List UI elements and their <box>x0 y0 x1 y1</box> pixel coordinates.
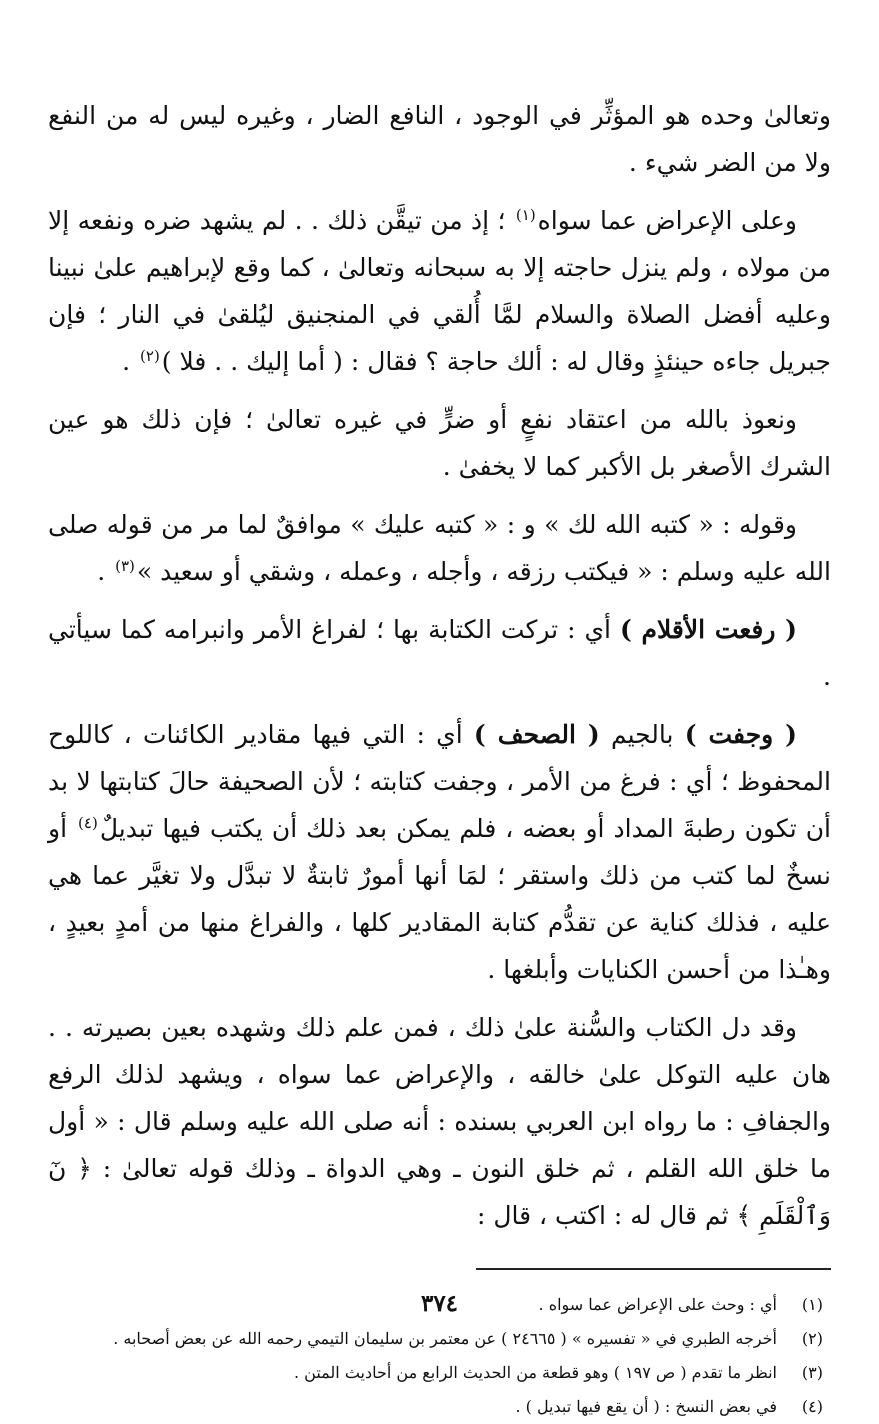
text-run: وعلى الإعراض عما سواه <box>537 206 797 235</box>
text-run: أي : التي فيها مقادير الكائنات ، كاللوح المحفوظ ؛ أي : فرغ من الأمر ، وجفت كتابته ؛ لأن الصحيفة حالَ كتابتها لا بد أن تكون رطبةَ المداد أو بعضه ، فلم يمكن بعد ذلك أن يكتب فيها تبديلٌ <box>48 720 831 843</box>
text-run: . <box>97 557 114 586</box>
main-text <box>48 92 831 1239</box>
paragraph-6 <box>48 711 831 993</box>
paragraph-7 <box>48 1004 831 1239</box>
bold-heading: ( الصحف ) <box>473 720 600 749</box>
footnote-2 <box>48 1322 831 1356</box>
footnote-number: (٤) <box>801 1397 823 1416</box>
footnote-text: أخرجه الطبري في « تفسيره » ( ٢٤٦٦٥ ) عن معتمر بن سليمان التيمي رحمه الله عن بعض أصحابه . <box>113 1329 777 1348</box>
footnote-text: انظر ما تقدم ( ص ١٩٧ ) وهو قطعة من الحديث الرابع من أحاديث المتن . <box>294 1363 777 1382</box>
text-run: بالجيم <box>599 720 685 749</box>
footnote-4 <box>48 1390 831 1424</box>
paragraph-2 <box>48 197 831 385</box>
paragraph-1 <box>48 92 831 186</box>
footnote-ref: (٤) <box>78 813 98 832</box>
bold-heading: ( رفعت الأقلام ) <box>619 615 798 644</box>
text-run: . <box>122 347 139 376</box>
text-run: أو نسخٌ لما كتب من ذلك واستقر ؛ لمَا أنها أمورٌ ثابتةٌ لا تبدَّل ولا تغيَّر عما هي عليه ، فذلك كناية عن تقدُّم كتابة المقادير كلها ، والفراغ منها من أمدٍ بعيدٍ ، وهـٰذا من أحسن الكنايات وأبلغها . <box>48 814 832 984</box>
footnote-text: أي : وحث على الإعراض عما سواه . <box>538 1295 777 1314</box>
footnote-number: (١) <box>801 1295 823 1314</box>
footnote-ref: (٢) <box>140 346 160 365</box>
footnote-ref: (٣) <box>115 556 135 575</box>
text-run: ؛ إذ من تيقَّن ذلك . . لم يشهد ضره ونفعه إلا من مولاه ، ولم ينزل حاجته إلا به سبحانه وتعالىٰ ، كما وقع لإبراهيم علىٰ نبينا وعليه أفضل الصلاة والسلام لمَّا أُلقي في المنجنيق ليُلقىٰ في النار ؛ فإن جبريل جاءه حينئذٍ وقال له : ألك حاجة ؟ فقال : ( أما إليك . . فلا ) <box>48 206 831 376</box>
text-run: ونعوذ بالله من اعتقاد نفعٍ أو ضرٍّ في غيره تعالىٰ ؛ فإن ذلك هو عين الشرك الأصغر بل الأكبر كما لا يخفىٰ . <box>48 405 831 481</box>
bold-heading: ( وجفت ) <box>684 720 798 749</box>
paragraph-5 <box>48 606 831 700</box>
text-run: أي : تركت الكتابة بها ؛ لفراغ الأمر وانبرامه كما سيأتي . <box>48 615 831 691</box>
footnote-number: (٣) <box>801 1363 823 1382</box>
text-run: وقد دل الكتاب والسُّنة علىٰ ذلك ، فمن علم ذلك وشهده بعين بصيرته . . هان عليه التوكل علىٰ خالقه ، والإعراض عما سواه ، ويشهد لذلك الرفع والجفافِ : ما رواه ابن العربي بسنده : أنه صلى الله عليه وسلم قال : « أول ما خلق الله القلم ، ثم خلق النون ـ وهي الدواة ـ وذلك قوله تعالىٰ : ﴿ نٓ وَٱلْقَلَمِ ﴾ ثم قال له : اكتب ، قال : <box>48 1013 831 1230</box>
footnote-number: (٢) <box>801 1329 823 1348</box>
paragraph-3 <box>48 396 831 490</box>
text-run: وتعالىٰ وحده هو المؤثِّر في الوجود ، النافع الضار ، وغيره ليس له من النفع ولا من الضر شيء . <box>48 101 831 177</box>
footnote-separator <box>476 1268 831 1270</box>
paragraph-4 <box>48 501 831 595</box>
footnote-separator-wrap <box>48 1250 831 1288</box>
footnote-text: في بعض النسخ : ( أن يقع فيها تبديل ) . <box>515 1397 777 1416</box>
footnote-ref: (١) <box>515 205 536 224</box>
footnote-3 <box>48 1356 831 1390</box>
page-number: ٣٧٤ <box>420 1290 459 1317</box>
text-run: وقوله : « كتبه الله لك » و : « كتبه عليك » موافقٌ لما مر من قوله صلى الله عليه وسلم : « فيكتب رزقه ، وأجله ، وعمله ، وشقي أو سعيد » <box>48 510 831 586</box>
